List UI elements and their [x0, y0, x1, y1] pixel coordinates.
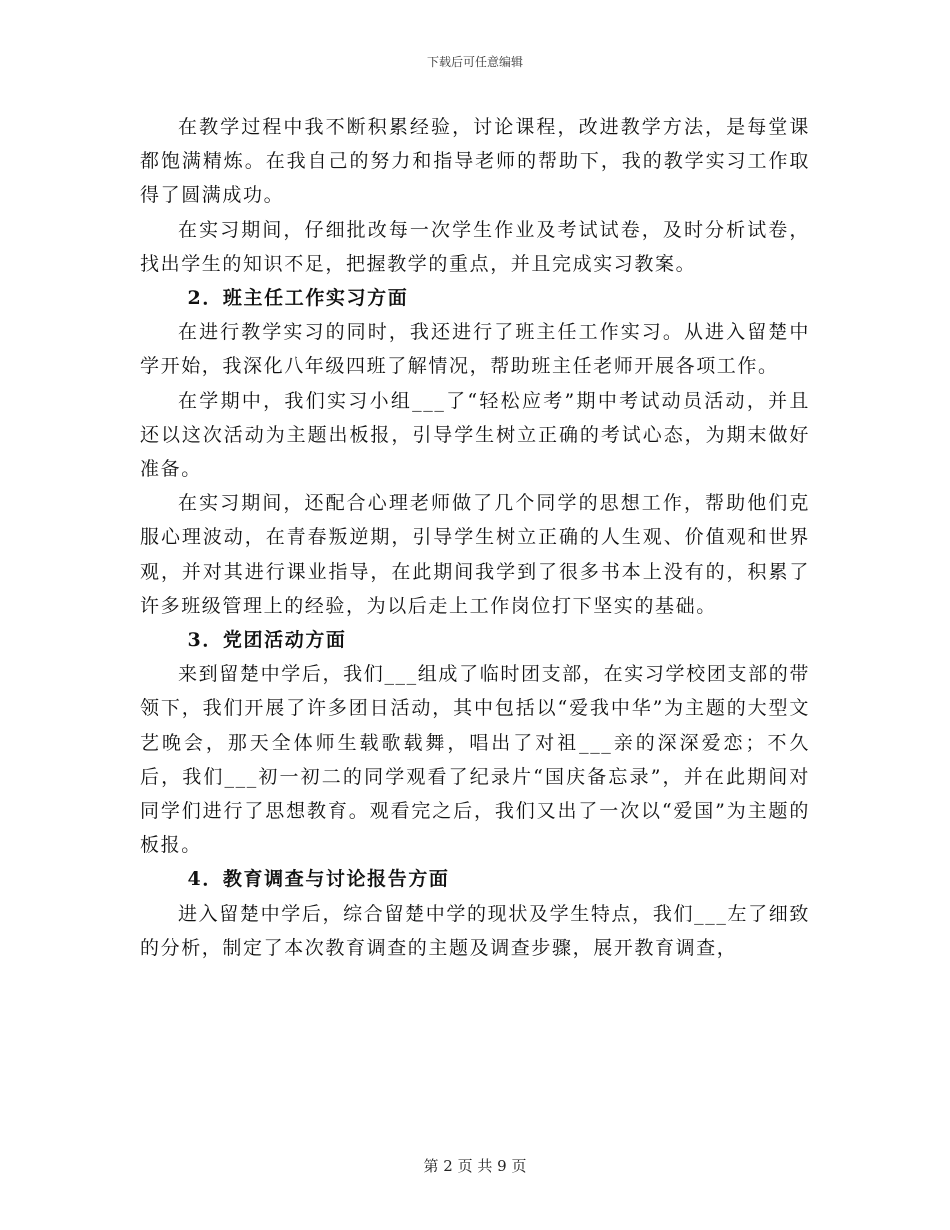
- page-header: 下载后可任意编辑: [426, 55, 523, 69]
- paragraph-psychology-work: 在实习期间，还配合心理老师做了几个同学的思想工作，帮助他们克服心理波动，在青春叛逆期，引导学生树立正确的人生观、价值观和世界观，并对其进行课业指导，在此期间我学到了很多书本上没有的，积累了许多班级管理上的经验，为以后走上工作岗位打下坚实的基础。: [140, 492, 810, 617]
- section-heading-party-activities: 3．党团活动方面: [187, 629, 347, 652]
- paragraph-survey-intro: 进入留楚中学后，综合留楚中学的现状及学生特点，我们___左了细致的分析，制定了本次教育调查的主题及调查步骤，展开教育调查，: [140, 902, 810, 959]
- paragraph-league-activities: 来到留楚中学后，我们___组成了临时团支部，在实习学校团支部的带领下，我们开展了许多团日活动，其中包括以“爱我中华”为主题的大型文艺晚会，那天全体师生载歌载舞，唱出了对祖___亲的深深爱恋；不久后，我们___初一初二的同学观看了纪录片“国庆备忘录”，并在此期间对同学们进行了思想教育。观看完之后，我们又出了一次以“爱国”为主题的板报。: [140, 663, 810, 857]
- paragraph-head-teacher-intro: 在进行教学实习的同时，我还进行了班主任工作实习。从进入留楚中学开始，我深化八年级四班了解情况，帮助班主任老师开展各项工作。: [140, 321, 810, 378]
- section-heading-head-teacher: 2．班主任工作实习方面: [187, 287, 409, 310]
- page-footer: 第 2 页 共 9 页: [423, 1157, 527, 1175]
- paragraph-homework-grading: 在实习期间，仔细批改每一次学生作业及考试试卷，及时分析试卷，找出学生的知识不足，把握教学的重点，并且完成实习教案。: [140, 218, 810, 275]
- paragraph-teaching-experience: 在教学过程中我不断积累经验，讨论课程，改进教学方法，是每堂课都饱满精炼。在我自己的努力和指导老师的帮助下，我的教学实习工作取得了圆满成功。: [140, 116, 810, 207]
- paragraph-exam-activity: 在学期中，我们实习小组___了“轻松应考”期中考试动员活动，并且还以这次活动为主题出板报，引导学生树立正确的考试心态，为期末做好准备。: [140, 389, 810, 481]
- document-body: [140, 110, 810, 965]
- section-heading-education-survey: 4．教育调查与讨论报告方面: [187, 868, 450, 891]
